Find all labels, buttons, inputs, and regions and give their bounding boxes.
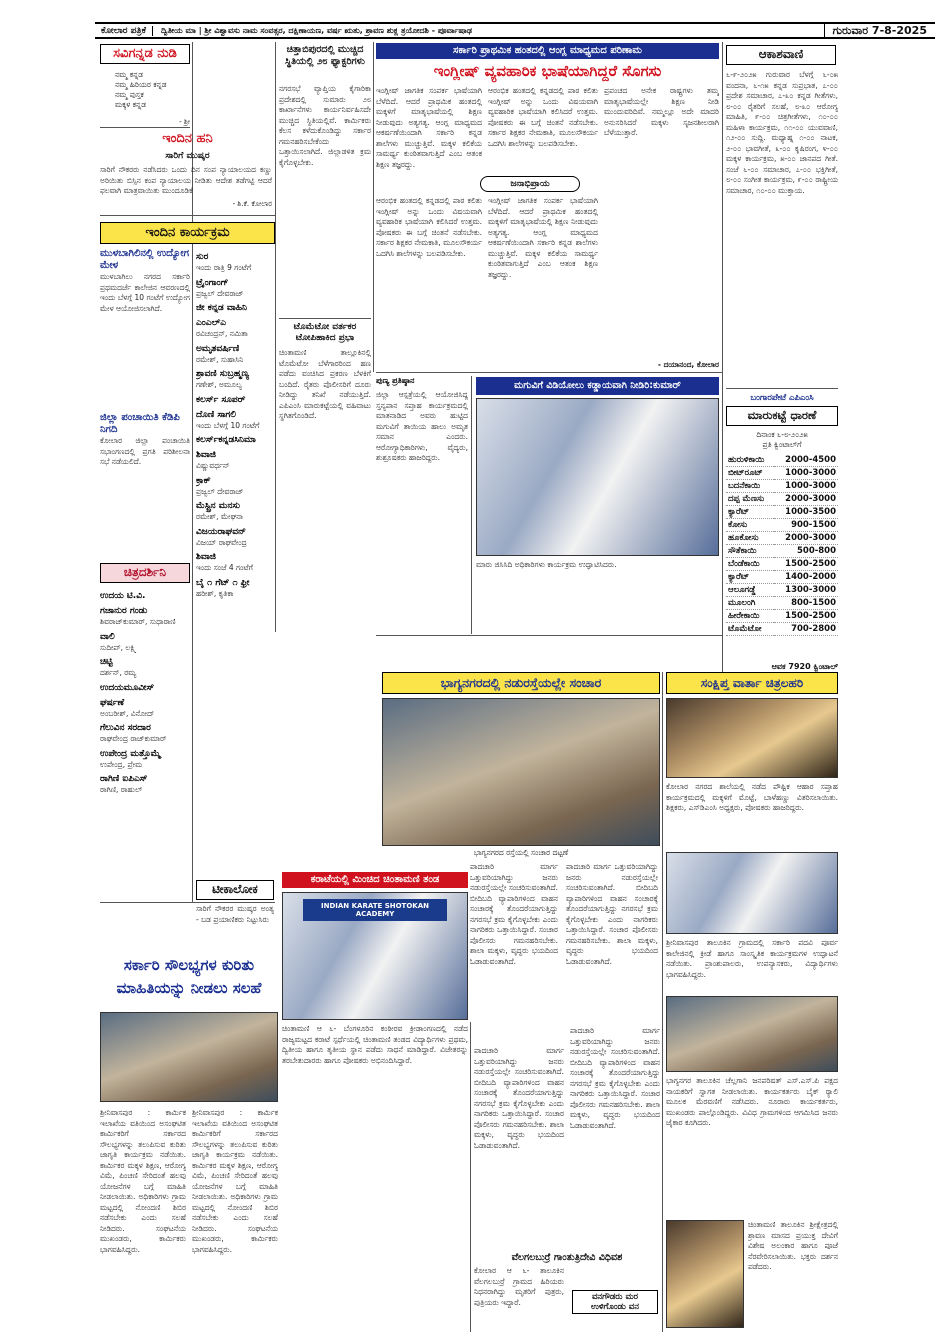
market-price: 2000-3000 [774, 532, 839, 545]
market-item: ಸೌತೆಕಾಯಿ [726, 545, 774, 558]
market-price: 900-1500 [774, 519, 839, 532]
market-item: ದಪ್ಪ ಮೆಣಸು [726, 493, 774, 506]
karate-photo [282, 892, 468, 1020]
news1-photo [666, 698, 838, 778]
story3-head: ಮಗುವಿಗೆ ವಿಡಿಯೋಲು ಕಡ್ಡಾಯವಾಗಿ ನೀಡಿರಿ:ಕುಮಾರ್ [476, 377, 719, 395]
news2-text: ಶ್ರೀನಿವಾಸಪುರ ತಾಲೂಕಿನ ಗ್ರಾಮದಲ್ಲಿ ಸರ್ಕಾರಿ ಪದವಿ ಪೂರ್ವ ಕಾಲೇಜಿನಲ್ಲಿ ಕ್ರೀಡೆ ಹಾಗೂ ಸಾಂಸ್ಕೃತಿಕ ಕಾರ್ಯಕ್ರಮಗಳ ಉದ್ಘಾಟನೆ ನಡೆಯಿತು. ಪ್ರಾಂಶುಪಾಲರು, ಉಪನ್ಯಾಸಕರು, ವಿದ್ಯಾರ್ಥಿಗಳು ಭಾಗವಹಿಸಿದ್ದರು. [666, 938, 838, 979]
market-item: ಹುರುಳಿಕಾಯಿ [726, 454, 774, 467]
tikalaoka-text: ಸಾರಿಗೆ ನೌಕರರ ಮುಷ್ಕರ ಅಂತ್ಯ - ಬಡ ಪ್ರಯಾಣಿಕರು ನಿಟ್ಟುಸಿರು [196, 904, 274, 924]
chitra-list [100, 587, 190, 897]
market-item: ಬೀಟ್‌ರೂಟ್ [726, 467, 774, 480]
program-text: ಇಂದು ಸಂಜೆ 4 ಗಂಟೆಗೆ [196, 563, 253, 572]
movie-title: ಗಜಾನುರ ಗಂಡು [100, 606, 148, 616]
market-item: ಕೋಸು [726, 519, 774, 532]
lead-kicker: ಸರ್ಕಾರಿ ಪ್ರಾಥಮಿಕ ಹಂತದಲ್ಲಿ ಆಂಗ್ಲ ಮಾಧ್ಯಮದ ಪರಿಣಾಮ [376, 43, 719, 59]
program-text: ವಿಜಯ್ ರಾಘವೇಂದ್ರ [196, 537, 247, 547]
program-heading: ಶ್ರಾವಣಿ ಸುಬ್ರಹ್ಮಣ್ಯ [196, 369, 250, 379]
channel-name: ಕಲರ್ಸ್ ಸೂಪರ್ [196, 394, 246, 405]
news2-photo [666, 852, 838, 934]
program-list-left [100, 248, 190, 558]
program-text: ಇಂದು ಬೆಳಗ್ಗೆ 10 ಗಂಟೆಗೆ [196, 420, 260, 430]
program-text: ರಮೇಶ್, ಮೇಘನಾ [196, 512, 243, 521]
news-title: ಸಂಕ್ಷಿಪ್ತ ವಾರ್ತಾ ಚಿತ್ರಲಹರಿ [666, 672, 838, 694]
issue-line: ದ್ವಿತೀಯ ಮಾ | ಶ್ರೀ ವಿಶ್ವಾವಸು ನಾಮ ಸಂವತ್ಸರ, ದಕ್ಷಿಣಾಯಣ, ವರ್ಷ ಋತು, ಶ್ರಾವಣ ಶುಕ್ಲ ತ್ರಯೋದಶಿ - ಪೂರ್ವಾಷಾಢ [160, 25, 472, 35]
market-price: 1400-2000 [774, 571, 839, 584]
market-row [726, 480, 838, 493]
channel-name: ಉದಯಮೂವೀಸ್ [100, 682, 155, 693]
market-row [726, 597, 838, 610]
rule [279, 318, 371, 319]
lead-byline: - ದಯಾನಂದ, ಕೋಲಾರ [657, 360, 719, 369]
left-bottom-headline: ಸರ್ಕಾರಿ ಸೌಲಭ್ಯಗಳ ಕುರಿತು ಮಾಹಿತಿಯನ್ನು ನೀಡಲು ಸಲಹೆ [116, 956, 262, 997]
story1-head: ಚಿತ್ತಾಬಿಪುರದಲ್ಲಿ ಮುಚ್ಚಿದ ಸ್ಥಿತಿಯಲ್ಲಿ ೨೮ ಫ್ಯಾಕ್ಟರಿಗಳು [285, 44, 365, 67]
program-text: ಹರೀಶ್, ಕೃತಿಕಾ [196, 588, 234, 598]
story3-text: ಜಿಲ್ಲಾ ಆಸ್ಪತ್ರೆಯಲ್ಲಿ ಆಯೋಜಿಸಿದ್ದ ಸ್ತನ್ಯಪಾನ ಸಪ್ತಾಹ ಕಾರ್ಯಕ್ರಮದಲ್ಲಿ ಮಾತನಾಡಿದ ಅವರು ಹುಟ್ಟಿದ ಮಗುವಿಗೆ ತಾಯಿಯ ಹಾಲು ಅಮೃತ ಸಮಾನ ಎಂದರು. ಆರೋಗ್ಯಾಧಿಕಾರಿಗಳು, ವೈದ್ಯರು, ಶುಶ್ರೂಷಕರು ಹಾಜರಿದ್ದರು. [376, 390, 468, 462]
market-item: ಹೂಕೋಸು [726, 532, 774, 545]
program-heading: ಎಂಎಲ್‌ಎ [196, 318, 227, 328]
market-date: ದಿನಾಂಕ ೬-೮-೨೦೨೫ [756, 430, 808, 439]
market-row [726, 545, 838, 558]
masthead [95, 22, 935, 39]
story2-head: ಟೊಮೆಟೋ ವರ್ತಕರ ಟೋಪಿಹಾಕಿದ ಪ್ರಭಾ [293, 322, 357, 343]
movie-title: ವಾಲಿ [100, 631, 115, 642]
rule [376, 372, 722, 373]
market-price: 1000-3000 [774, 480, 839, 493]
workers-photo [100, 1012, 278, 1102]
market-item: ಟೊಮೆಟೋ [726, 623, 774, 636]
program-list-right [196, 248, 274, 878]
quote-text: ಸಾರಿಗೆ ನೌಕರರು ನಡೆಸಿದರು ಒಂದು ದಿನ ಸಂಪ ನ್ಯಾಯಾಲಯದ ಕಣ್ಣು ಅರಿಯಿತು ಬಿಸ್ಸಿನ ಕಂಪ ನ್ಯಾಯಾಲಯ ನೀಡಿತು ಆದೇಶ ತಡೆಗಟ್ಟಿ ಆದರೆ ಫಲವಾಗಿ ಮಾತ್ರವಾಯಿತು ಮುಂದೂಡಿಕೆ [100, 165, 272, 195]
market-row [726, 610, 838, 623]
lead-body-c: ಆರಂಭಿಕ ಹಂತದಲ್ಲಿ ಕನ್ನಡದಲ್ಲಿ ಪಾಠ ಕಲಿತು ಇಂಗ್ಲೀಷ್ ಅನ್ನು ಒಂದು ವಿಷಯವಾಗಿ ವ್ಯವಹಾರಿಕ ಭಾಷೆಯಾಗಿ ಕಲಿಸಿದರೆ ಉತ್ತಮ. ಪೋಷಕರು ಈ ಬಗ್ಗೆ ಚಿಂತನೆ ನಡೆಸಬೇಕು. ಸರ್ಕಾರ ಶಿಕ್ಷಕರ ನೇಮಕಾತಿ, ಮೂಲಸೌಕರ್ಯ ಒದಗಿಸಿ ಶಾಲೆಗಳನ್ನು ಬಲಪಡಿಸಬೇಕು. [488, 86, 598, 148]
market-row [726, 493, 838, 506]
quote-title: ಇಂದಿನ ಹನಿ [162, 131, 213, 146]
movie-cast: ಶಿವರಾಜ್‌ಕುಮಾರ್, ಸುಧಾರಾಣಿ [100, 617, 176, 626]
market-row [726, 454, 838, 467]
lead-body-e: ಪ್ರಪಂಚದ ಅನೇಕ ರಾಷ್ಟ್ರಗಳು ತಮ್ಮ ಮಾತೃಭಾಷೆಯಲ್ಲೇ ಶಿಕ್ಷಣ ನೀಡಿ ಮುಂದುವರಿದಿವೆ. ನಮ್ಮಲ್ಲೂ ಅದೇ ಮಾದರಿ ಅನುಸರಿಸಿದರೆ ಮಕ್ಕಳು ಸೃಜನಶೀಲರಾಗಿ ಬೆಳೆಯುತ್ತಾರೆ. [604, 86, 719, 137]
story3-caption: ಮಾರು ಜಿಸಿಸಿದಿ ಅಧಿಕಾರಿಗಳು ಕಾರ್ಯಕ್ರಮ ಉದ್ಘಾಟಿಸಿದರು. [476, 560, 617, 569]
program-heading: ಟ್ರೈಂಗಾಂಗ್ [196, 277, 229, 288]
market-row [726, 623, 838, 636]
market-title: ಮಾರುಕಟ್ಟೆ ಧಾರಣೆ [726, 406, 838, 426]
market-item: ಬೆಂಡೆಕಾಯಿ [726, 558, 774, 571]
market-price: 800-1500 [774, 597, 839, 610]
program-title: ಇಂದಿನ ಕಾರ್ಯಕ್ರಮ [100, 222, 275, 244]
column-rule [470, 1022, 471, 1332]
movie-title: ಚಿಟ್ಟಿ [100, 657, 113, 667]
market-price: 700-2800 [774, 623, 839, 636]
market-price: 1500-2500 [774, 610, 839, 623]
story3-kicker: ಪುಣ್ಯ ಪ್ರತಿಷ್ಠಾನ [376, 376, 415, 385]
program-heading: ಜಿಲ್ಲಾ ಪಂಚಾಯಿತಿ ಕೆಡಿಪಿ ನಿಗದಿ [100, 412, 180, 435]
program-heading: ಶಿವಾಜಿ [196, 450, 216, 460]
tikalaoka-title: ಟೀಕಾಲೋಕ [196, 880, 274, 900]
market-item: ಆಲೂಗಡ್ಡೆ [726, 584, 774, 597]
market-item: ಕ್ಯಾರೆಟ್ [726, 571, 774, 584]
radio-text: ೬-೯-೨೦೨೫ ಗುರುವಾರ ಬೆಳಗ್ಗೆ ೬-೦೫ ವಂದನಾ, ೬-೧೫ ಕನ್ನಡ ಸುಪ್ರಭಾತ, ೭-೦೦ ಪ್ರದೇಶ ಸಮಾಚಾರ, ೭-೩೦ ಕನ್ನಡ ಗೀತೆಗಳು, ೮-೦೦ ರೈತರಿಗೆ ಸಲಹೆ, ೮-೩೦ ಆರೋಗ್ಯ ಮಾಹಿತಿ, ೯-೦೦ ಚಿತ್ರಗೀತೆಗಳು, ೧೦-೦೦ ಮಹಿಳಾ ಕಾರ್ಯಕ್ರಮ, ೧೧-೦೦ ಯುವವಾಣಿ, ೧೨-೦೦ ಸುದ್ದಿ. ಮಧ್ಯಾಹ್ನ ೧-೦೦ ನಾಟಕ, ೨-೦೦ ಭಾವಗೀತೆ, ೩-೦೦ ಕೃಷಿರಂಗ, ೪-೦೦ ಮಕ್ಕಳ ಕಾರ್ಯಕ್ರಮ, ೫-೦೦ ಜಾನಪದ ಗೀತೆ. ಸಂಜೆ ೬-೦೦ ಸಮಾಚಾರ, ೭-೦೦ ಭಕ್ತಿಗೀತೆ, ೮-೦೦ ಸಂಗೀತ ಕಾರ್ಯಕ್ರಮ, ೯-೦೦ ರಾಷ್ಟ್ರೀಯ ಸಮಾಚಾರ, ೧೦-೦೦ ಮುಕ್ತಾಯ. [726, 70, 838, 195]
traffic-photo [382, 698, 660, 846]
temple-text: ಕೋಲಾರ ಆ ೬- ತಾಲೂಕಿನ ವೆಲಗಲಬುರ್ರೆ ಗ್ರಾಮದ ಹಿರಿಯರು ನಿಧನರಾಗಿದ್ದು ಮೃತರಿಗೆ ಪುತ್ರರು, ಪುತ್ರಿಯರು ಇದ್ದಾರೆ. [474, 1266, 564, 1307]
market-price: 1500-2500 [774, 558, 839, 571]
program-text: ಮುಳಬಾಗಿಲು ನಗರದ ಸರ್ಕಾರಿ ಪ್ರಥಮದರ್ಜೆ ಕಾಲೇಜಿನ ಆವರಣದಲ್ಲಿ ಇಂದು ಬೆಳಗ್ಗೆ 10 ಗಂಟೆಗೆ ಉದ್ಯೋಗ ಮೇಳ ಆಯೋಜಿಸಲಾಗಿದೆ. [100, 272, 190, 313]
program-heading: ಶಿವಾಜಿ [196, 552, 216, 562]
movie-cast: ಸುದೀಪ್, ಲಕ್ಷ್ಮಿ [100, 642, 137, 652]
radio-title: ಆಕಾಶವಾಣಿ [726, 45, 836, 65]
temple-deity-photo [666, 1220, 744, 1328]
news3-text: ಭಾಗ್ಯನಗರ ತಾಲೂಕಿನ ಚೆಲ್ಲಗಾನಿ ಜನಪರಿಷತ್ ಎಸ್.ಎಸ್.ಪಿ ಪಕ್ಷದ ನಾಯಕರಿಗೆ ಸ್ವಾಗತ ನೀಡಲಾಯಿತು. ಕಾರ್ಯಕರ್ತರು ಬೈಕ್ ರ‍್ಯಾಲಿ ಮೂಲಕ ಮೆರವಣಿಗೆ ನಡೆಸಿದರು. ನೂರಾರು ಕಾರ್ಯಕರ್ತರು, ಮುಖಂಡರು ಪಾಲ್ಗೊಂಡಿದ್ದರು. ವಿವಿಧ ಗ್ರಾಮಗಳಿಂದ ಆಗಮಿಸಿದ ಜನರು ಜೈಕಾರ ಕೂಗಿದರು. [666, 1076, 838, 1127]
program-text: ಗಣೇಶ್, ಅಮೂಲ್ಯ [196, 380, 242, 389]
market-price: 1300-3000 [774, 584, 839, 597]
program-heading: ಅಮೃತವರ್ಷಿಣಿ [196, 343, 240, 354]
program-heading: ವಿಜಯರಾಘವನ್ [196, 526, 246, 537]
road-text-b: ಪಾದಚಾರಿ ಮಾರ್ಗ ಒತ್ತುವರಿಯಾಗಿದ್ದು ಜನರು ನಡುರಸ್ತೆಯಲ್ಲೇ ಸಂಚರಿಸುವಂತಾಗಿದೆ. ಬೀದಿಬದಿ ವ್ಯಾಪಾರಿಗಳಿಂದ ವಾಹನ ಸಂಚಾರಕ್ಕೆ ತೊಂದರೆಯಾಗುತ್ತಿದ್ದು ನಗರಸಭೆ ಕ್ರಮ ಕೈಗೊಳ್ಳಬೇಕು ಎಂದು ನಾಗರಿಕರು ಒತ್ತಾಯಿಸಿದ್ದಾರೆ. ಸಂಚಾರ ಪೊಲೀಸರು ಗಮನಹರಿಸಬೇಕು. ಶಾಲಾ ಮಕ್ಕಳು, ವೃದ್ಧರು ಭಯದಿಂದ ಓಡಾಡುವಂತಾಗಿದೆ. [566, 862, 658, 966]
road-caption: ಭಾಗ್ಯನಗರದ ರಸ್ತೆಯಲ್ಲಿ ಸಂಚಾರ ದಟ್ಟಣೆ [473, 848, 569, 857]
rule [100, 215, 275, 216]
lead-body-b: ಆರಂಭಿಕ ಹಂತದಲ್ಲಿ ಕನ್ನಡದಲ್ಲಿ ಪಾಠ ಕಲಿತು ಇಂಗ್ಲೀಷ್ ಅನ್ನು ಒಂದು ವಿಷಯವಾಗಿ ವ್ಯವಹಾರಿಕ ಭಾಷೆಯಾಗಿ ಕಲಿಸಿದರೆ ಉತ್ತಮ. ಪೋಷಕರು ಈ ಬಗ್ಗೆ ಚಿಂತನೆ ನಡೆಸಬೇಕು. ಸರ್ಕಾರ ಶಿಕ್ಷಕರ ನೇಮಕಾತಿ, ಮೂಲಸೌಕರ್ಯ ಒದಗಿಸಿ ಶಾಲೆಗಳನ್ನು ಬಲಪಡಿಸಬೇಕು. [376, 196, 482, 258]
program-text: ಇಂದು ರಾತ್ರಿ 9 ಗಂಟೆಗೆ [196, 263, 252, 272]
movie-cast: ರಾಘವೇಂದ್ರ ರಾಜ್‌ಕುಮಾರ್ [100, 734, 167, 743]
news3-photo [666, 996, 838, 1072]
program-text: ಪ್ರಜ್ವಲ್ ದೇವರಾಜ್ [196, 288, 244, 298]
market-item: ಮೂಲಂಗಿ [726, 597, 774, 610]
market-item: ಕ್ಯಾರೆಟ್ [726, 506, 774, 519]
road-text-c: ಪಾದಚಾರಿ ಮಾರ್ಗ ಒತ್ತುವರಿಯಾಗಿದ್ದು ಜನರು ನಡುರಸ್ತೆಯಲ್ಲೇ ಸಂಚರಿಸುವಂತಾಗಿದೆ. ಬೀದಿಬದಿ ವ್ಯಾಪಾರಿಗಳಿಂದ ವಾಹನ ಸಂಚಾರಕ್ಕೆ ತೊಂದರೆಯಾಗುತ್ತಿದ್ದು ನಗರಸಭೆ ಕ್ರಮ ಕೈಗೊಳ್ಳಬೇಕು ಎಂದು ನಾಗರಿಕರು ಒತ್ತಾಯಿಸಿದ್ದಾರೆ. ಸಂಚಾರ ಪೊಲೀಸರು ಗಮನಹರಿಸಬೇಕು. ಶಾಲಾ ಮಕ್ಕಳು, ವೃದ್ಧರು ಭಯದಿಂದ ಓಡಾಡುವಂತಾಗಿದೆ. [474, 1046, 564, 1150]
rule [100, 902, 275, 903]
market-unit: ಪ್ರತಿ ಕ್ವಿಂಟಾಲ್‌ಗೆ [762, 440, 802, 449]
market-price: 1000-3500 [774, 506, 839, 519]
rule [100, 127, 190, 128]
movie-cast: ದರ್ಶನ್, ರಮ್ಯ [100, 668, 137, 677]
market-row [726, 532, 838, 545]
movie-cast: ಉಪೇಂದ್ರ, ಪ್ರೇಮ [100, 759, 143, 769]
channel-name: ಜೀ ಕನ್ನಡ ವಾಹಿನಿ [196, 303, 248, 313]
program-text: ರವಿಚಂದ್ರನ್, ನಮಿತಾ [196, 329, 248, 338]
poem-title: ಸವಿಗನ್ನಡ ನುಡಿ [100, 44, 190, 64]
market-row [726, 467, 838, 480]
chitra-title: ಚಿತ್ರದರ್ಶಿನಿ [100, 563, 190, 583]
story1-text: ನಗರಸಭೆ ವ್ಯಾಪ್ತಿಯ ಕೈಗಾರಿಕಾ ಪ್ರದೇಶದಲ್ಲಿ ಸುಮಾರು ೨೮ ಕಾರ್ಖಾನೆಗಳು ಕಾರ್ಯನಿರ್ವಹಿಸದೇ ಮುಚ್ಚಿದ ಸ್ಥಿತಿಯಲ್ಲಿವೆ. ಕಾರ್ಮಿಕರು ಕೆಲಸ ಕಳೆದುಕೊಂಡಿದ್ದು ಸರ್ಕಾರ ಗಮನಹರಿಸಬೇಕೆಂದು ಒತ್ತಾಯಿಸಲಾಗಿದೆ. ಜಿಲ್ಲಾಡಳಿತ ಕ್ರಮ ಕೈಗೊಳ್ಳಬೇಕು. [279, 84, 371, 167]
rule [726, 388, 838, 389]
road-text-d: ಪಾದಚಾರಿ ಮಾರ್ಗ ಒತ್ತುವರಿಯಾಗಿದ್ದು ಜನರು ನಡುರಸ್ತೆಯಲ್ಲೇ ಸಂಚರಿಸುವಂತಾಗಿದೆ. ಬೀದಿಬದಿ ವ್ಯಾಪಾರಿಗಳಿಂದ ವಾಹನ ಸಂಚಾರಕ್ಕೆ ತೊಂದರೆಯಾಗುತ್ತಿದ್ದು ನಗರಸಭೆ ಕ್ರಮ ಕೈಗೊಳ್ಳಬೇಕು ಎಂದು ನಾಗರಿಕರು ಒತ್ತಾಯಿಸಿದ್ದಾರೆ. ಸಂಚಾರ ಪೊಲೀಸರು ಗಮನಹರಿಸಬೇಕು. ಶಾಲಾ ಮಕ್ಕಳು, ವೃದ್ಧರು ಭಯದಿಂದ ಓಡಾಡುವಂತಾಗಿದೆ. [570, 1026, 660, 1130]
left-bottom-text-a: ಶ್ರೀನಿವಾಸಪುರ : ಕಾರ್ಮಿಕ ಇಲಾಖೆಯ ವತಿಯಿಂದ ಅಸಂಘಟಿತ ಕಾರ್ಮಿಕರಿಗೆ ಸರ್ಕಾರದ ಸೌಲಭ್ಯಗಳನ್ನು ತಲುಪಿಸುವ ಕುರಿತು ಜಾಗೃತಿ ಕಾರ್ಯಕ್ರಮ ನಡೆಯಿತು. ಕಾರ್ಮಿಕರ ಮಕ್ಕಳ ಶಿಕ್ಷಣ, ಆರೋಗ್ಯ ವಿಮೆ, ಪಿಂಚಣಿ ಸೇರಿದಂತೆ ಹಲವು ಯೋಜನೆಗಳ ಬಗ್ಗೆ ಮಾಹಿತಿ ನೀಡಲಾಯಿತು. ಅಧಿಕಾರಿಗಳು ಗ್ರಾಮ ಮಟ್ಟದಲ್ಲಿ ನೋಂದಣಿ ಶಿಬಿರ ನಡೆಸಬೇಕು ಎಂದು ಸಲಹೆ ನೀಡಿದರು. ಸಂಘಟನೆಯ ಮುಖಂಡರು, ಕಾರ್ಮಿಕರು ಭಾಗವಹಿಸಿದ್ದರು. [100, 1108, 186, 1254]
program-heading: ಮುಳಬಾಗಿಲಿನಲ್ಲಿ ಉದ್ಯೋಗ ಮೇಳ [100, 248, 190, 271]
karate-head: ಕರಾಟೆಯಲ್ಲಿ ಮಿಂಚಿದ ಚಿಂತಾಮಣಿ ತಂಡ [282, 872, 468, 888]
column-rule [662, 672, 663, 1332]
left-bottom-text-b: ಶ್ರೀನಿವಾಸಪುರ : ಕಾರ್ಮಿಕ ಇಲಾಖೆಯ ವತಿಯಿಂದ ಅಸಂಘಟಿತ ಕಾರ್ಮಿಕರಿಗೆ ಸರ್ಕಾರದ ಸೌಲಭ್ಯಗಳನ್ನು ತಲುಪಿಸುವ ಕುರಿತು ಜಾಗೃತಿ ಕಾರ್ಯಕ್ರಮ ನಡೆಯಿತು. ಕಾರ್ಮಿಕರ ಮಕ್ಕಳ ಶಿಕ್ಷಣ, ಆರೋಗ್ಯ ವಿಮೆ, ಪಿಂಚಣಿ ಸೇರಿದಂತೆ ಹಲವು ಯೋಜನೆಗಳ ಬಗ್ಗೆ ಮಾಹಿತಿ ನೀಡಲಾಯಿತು. ಅಧಿಕಾರಿಗಳು ಗ್ರಾಮ ಮಟ್ಟದಲ್ಲಿ ನೋಂದಣಿ ಶಿಬಿರ ನಡೆಸಬೇಕು ಎಂದು ಸಲಹೆ ನೀಡಿದರು. ಸಂಘಟನೆಯ ಮುಖಂಡರು, ಕಾರ್ಮಿಕರು ಭಾಗವಹಿಸಿದ್ದರು. [192, 1108, 278, 1254]
program-heading: ದೊಣಿ ಸಾಗಲಿ [196, 409, 236, 420]
program-heading: ಮೆಸ್ಟ್ರಿನ ಮನಸು [196, 501, 240, 511]
column-rule [275, 42, 276, 632]
market-row [726, 584, 838, 597]
karate-text: ಚಿಂತಾಮಣಿ ಆ ೬- ಬೆಂಗಳೂರಿನ ಕಂಠೀರವ ಕ್ರೀಡಾಂಗಣದಲ್ಲಿ ನಡೆದ ರಾಜ್ಯಮಟ್ಟದ ಕರಾಟೆ ಸ್ಪರ್ಧೆಯಲ್ಲಿ ಚಿಂತಾಮಣಿ ತಂಡದ ವಿದ್ಯಾರ್ಥಿಗಳು ಪ್ರಥಮ, ದ್ವಿತೀಯ ಹಾಗೂ ತೃತೀಯ ಸ್ಥಾನ ಪಡೆದು ಸಾಧನೆ ಮಾಡಿದ್ದಾರೆ. ವಿಜೇತರನ್ನು ತರಬೇತುದಾರರು ಹಾಗೂ ಪೋಷಕರು ಅಭಿನಂದಿಸಿದ್ದಾರೆ. [282, 1024, 468, 1065]
market-price: 500-800 [774, 545, 839, 558]
opinion-label: ಜನಾಭಿಪ್ರಾಯ [480, 176, 580, 192]
market-total: ಆವಕ 7920 ಕ್ವಿಂಟಾಲ್ [771, 662, 838, 671]
market-row [726, 571, 838, 584]
issue-date: ಗುರುವಾರ 7-8-2025 [824, 24, 935, 38]
health-event-photo [476, 398, 719, 556]
column-rule [722, 42, 723, 672]
market-row [726, 558, 838, 571]
quote-author: - ಶಿ.ಕೆ. ಕೋಲಾರ [232, 200, 272, 208]
poem-line: ನಮ್ಮ ಕನ್ನಡ [115, 70, 144, 79]
movie-title: ರಾಗಿಣಿ ಐಪಿಎಸ್ [100, 774, 148, 784]
program-heading: ಬೈ ೧ ಗೆಟ್ ೧ ಫ್ರೀ [196, 577, 250, 588]
small-head: ವನಗೌಡರು ಮರ ಉಳಿಗೊಂಡು ವನ [572, 1290, 658, 1314]
market-item: ಬದನೆಕಾಯಿ [726, 480, 774, 493]
program-heading: ಸುರ [196, 252, 209, 262]
road-head: ಭಾಗ್ಯನಗರದಲ್ಲಿ ನಡುರಸ್ತೆಯಲ್ಲೇ ಸಂಚಾರ [382, 672, 660, 694]
market-price: 1000-3000 [774, 467, 839, 480]
market-table [726, 454, 838, 636]
program-text: ಕೋಲಾರ ಜಿಲ್ಲಾ ಪಂಚಾಯಿತಿ ಸಭಾಂಗಣದಲ್ಲಿ ಪ್ರಗತಿ ಪರಿಶೀಲನಾ ಸಭೆ ನಡೆಯಲಿದೆ. [100, 436, 190, 466]
movie-title: ಘರ್ಷಣೆ [100, 697, 125, 708]
poem-line: ಮಕ್ಕಳ ಕನ್ನಡ [115, 100, 147, 109]
movie-title: ಗೆಲುವಿನ ಸರದಾರ [100, 723, 151, 733]
program-heading: ಕ್ರಾಕ್ [196, 475, 211, 486]
temple-head: ವೆಲಗಲಬುರ್ರೆ ಗಾಂತುತ್ರಿದೇವಿ ವಿಧಿವಶ [511, 1252, 623, 1263]
news1-text: ಕೋಲಾರ ನಗರದ ಶಾಲೆಯಲ್ಲಿ ನಡೆದ ಪೌಷ್ಟಿಕ ಆಹಾರ ಸಪ್ತಾಹ ಕಾರ್ಯಕ್ರಮದಲ್ಲಿ ಮಕ್ಕಳಿಗೆ ಮೊಟ್ಟೆ, ಬಾಳೆಹಣ್ಣು ವಿತರಿಸಲಾಯಿತು. ಶಿಕ್ಷಕರು, ಎಸ್‌ಡಿಎಂಸಿ ಅಧ್ಯಕ್ಷರು, ಪೋಷಕರು ಹಾಜರಿದ್ದರು. [666, 782, 838, 812]
news4-text: ಚಿಂತಾಮಣಿ ತಾಲೂಕಿನ ಶ್ರೀಕ್ಷೇತ್ರದಲ್ಲಿ ಶ್ರಾವಣ ಮಾಸದ ಪ್ರಯುಕ್ತ ದೇವಿಗೆ ವಿಶೇಷ ಅಲಂಕಾರ ಹಾಗೂ ಪೂಜೆ ನೆರವೇರಿಸಲಾಯಿತು. ಭಕ್ತರು ದರ್ಶನ ಪಡೆದರು. [748, 1220, 838, 1271]
lead-body-d: ಇಂಗ್ಲೀಷ್ ಜಾಗತಿಕ ಸಂಪರ್ಕ ಭಾಷೆಯಾಗಿ ಬೆಳೆದಿದೆ. ಆದರೆ ಪ್ರಾಥಮಿಕ ಹಂತದಲ್ಲಿ ಮಕ್ಕಳಿಗೆ ಮಾತೃಭಾಷೆಯಲ್ಲಿ ಶಿಕ್ಷಣ ನೀಡುವುದು ಅತ್ಯಗತ್ಯ. ಆಂಗ್ಲ ಮಾಧ್ಯಮದ ಆಕರ್ಷಣೆಯಿಂದಾಗಿ ಸರ್ಕಾರಿ ಕನ್ನಡ ಶಾಲೆಗಳು ಮುಚ್ಚುತ್ತಿವೆ. ಮಕ್ಕಳ ಕಲಿಕೆಯ ಸಾಮರ್ಥ್ಯ ಕುಂಠಿತವಾಗುತ್ತಿದೆ ಎಂಬ ಆತಂಕ ಶಿಕ್ಷಣ ತಜ್ಞರದ್ದು. [488, 196, 598, 279]
story2-text: ಚಿಂತಾಮಣಿ ತಾಲ್ಲೂಕಿನಲ್ಲಿ ಟೊಮೆಟೋ ಬೆಳೆಗಾರರಿಂದ ಹಣ ಪಡೆದು ವಂಚಿಸಿದ ಪ್ರಕರಣ ಬೆಳಕಿಗೆ ಬಂದಿದೆ. ರೈತರು ಪೊಲೀಸರಿಗೆ ದೂರು ನೀಡಿದ್ದು ತನಿಖೆ ನಡೆಯುತ್ತಿದೆ. ಎಪಿಎಂಸಿ ಮಾರುಕಟ್ಟೆಯಲ್ಲಿ ವಹಿವಾಟು ಸ್ಥಗಿತಗೊಂಡಿದೆ. [279, 348, 371, 420]
karate-banner: INDIAN KARATE SHOTOKAN ACADEMY [303, 899, 447, 921]
column-rule [471, 376, 472, 634]
poem-body [115, 70, 190, 110]
market-item: ಹೀರೇಕಾಯಿ [726, 610, 774, 623]
program-text: ಪ್ರಜ್ವಲ್ ದೇವರಾಜ್ [196, 486, 244, 496]
channel-name: ಕಲರ್ಸ್‌ಕನ್ನಡಸಿನಿಮಾ [196, 435, 256, 445]
movie-cast: ರಾಗಿಣಿ, ರಾಹುಲ್ [100, 785, 143, 794]
column-rule [373, 42, 374, 372]
quote-subtitle: ಸಾರಿಗೆ ಮುಷ್ಕರ [165, 151, 210, 161]
poem-author: - ಶ್ರೀ [179, 118, 190, 126]
market-row [726, 519, 838, 532]
market-row [726, 506, 838, 519]
market-price: 2000-3000 [774, 493, 839, 506]
market-price: 2000-4500 [774, 454, 839, 467]
movie-title: ಉಪೇಂದ್ರ ಮತ್ತೊಮ್ಮೆ [100, 748, 161, 759]
movie-cast: ಅಂಬರೀಶ್, ವಿನೋದ್ [100, 708, 155, 718]
poem-line: ನಮ್ಮ ಹಿರಿಯರ ಕನ್ನಡ [115, 80, 167, 89]
paper-name: ಕೋಲಾರ ಪತ್ರಿಕೆ [95, 26, 153, 36]
lead-headline: ಇಂಗ್ಲೀಷ್ ವ್ಯವಹಾರಿಕ ಭಾಷೆಯಾಗಿದ್ದರೆ ಸೊಗಸು [433, 62, 662, 80]
poem-line: ನಮ್ಮ ಪುಸ್ತಕ [115, 90, 144, 99]
channel-name: ಉದಯ ಟಿ.ವಿ. [100, 591, 146, 601]
lead-body-a: ಇಂಗ್ಲೀಷ್ ಜಾಗತಿಕ ಸಂಪರ್ಕ ಭಾಷೆಯಾಗಿ ಬೆಳೆದಿದೆ. ಆದರೆ ಪ್ರಾಥಮಿಕ ಹಂತದಲ್ಲಿ ಮಕ್ಕಳಿಗೆ ಮಾತೃಭಾಷೆಯಲ್ಲಿ ಶಿಕ್ಷಣ ನೀಡುವುದು ಅತ್ಯಗತ್ಯ. ಆಂಗ್ಲ ಮಾಧ್ಯಮದ ಆಕರ್ಷಣೆಯಿಂದಾಗಿ ಸರ್ಕಾರಿ ಕನ್ನಡ ಶಾಲೆಗಳು ಮುಚ್ಚುತ್ತಿವೆ. ಮಕ್ಕಳ ಕಲಿಕೆಯ ಸಾಮರ್ಥ್ಯ ಕುಂಠಿತವಾಗುತ್ತಿದೆ ಎಂಬ ಆತಂಕ ಶಿಕ್ಷಣ ತಜ್ಞರದ್ದು. [376, 86, 482, 169]
program-text: ರಮೇಶ್, ಸುಹಾಸಿನಿ [196, 354, 244, 364]
market-kicker: ಬಂಗಾರಪೇಟೆ ಎಪಿಎಂಸಿ [750, 393, 814, 403]
rule [376, 635, 722, 636]
road-text-a: ಪಾದಚಾರಿ ಮಾರ್ಗ ಒತ್ತುವರಿಯಾಗಿದ್ದು ಜನರು ನಡುರಸ್ತೆಯಲ್ಲೇ ಸಂಚರಿಸುವಂತಾಗಿದೆ. ಬೀದಿಬದಿ ವ್ಯಾಪಾರಿಗಳಿಂದ ವಾಹನ ಸಂಚಾರಕ್ಕೆ ತೊಂದರೆಯಾಗುತ್ತಿದ್ದು ನಗರಸಭೆ ಕ್ರಮ ಕೈಗೊಳ್ಳಬೇಕು ಎಂದು ನಾಗರಿಕರು ಒತ್ತಾಯಿಸಿದ್ದಾರೆ. ಸಂಚಾರ ಪೊಲೀಸರು ಗಮನಹರಿಸಬೇಕು. ಶಾಲಾ ಮಕ್ಕಳು, ವೃದ್ಧರು ಭಯದಿಂದ ಓಡಾಡುವಂತಾಗಿದೆ. [470, 862, 558, 966]
program-text: ವಿಷ್ಣುವರ್ಧನ್ [196, 461, 230, 470]
